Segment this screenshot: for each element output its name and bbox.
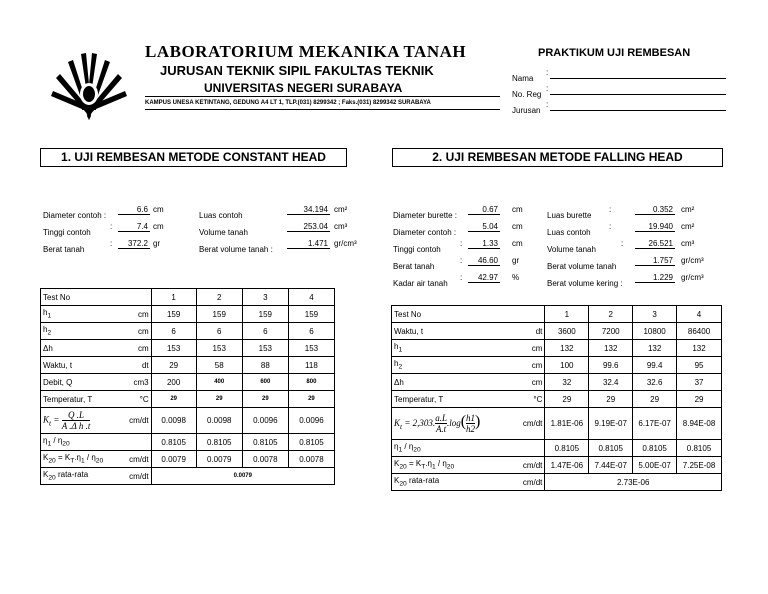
table-row: $K_t$ = $\frac{Q .L}{\text{A .Δ h .t}}$ cm/dt 0.0098 0.0098 0.0096 0.0096 xyxy=(41,408,335,434)
falling-head-title: 2. UJI REMBESAN METODE FALLING HEAD xyxy=(392,148,723,167)
param-row: Berat volume tanah : 1.471 gr/cm³ xyxy=(199,239,357,254)
param-row: Tinggi contoh : 1.33 cm xyxy=(393,239,523,254)
table-row: $h_2$ cm 6 6 6 6 xyxy=(41,323,335,340)
field-line xyxy=(550,84,726,95)
address-line: KAMPUS UNESA KETINTANG, GEDUNG A4 LT 1, TLP.(031) 8299342 ; Faks.(031) 8299342 SURABAYA xyxy=(145,100,431,106)
falling-head-params-right xyxy=(547,205,727,290)
field-label: Nama xyxy=(512,74,534,83)
constant-head-params-left xyxy=(43,205,183,256)
param-row: Volume tanah : 26.521 cm³ xyxy=(547,239,695,254)
param-row: Kadar air tanah : 42.97 % xyxy=(393,273,520,288)
field-nama[interactable]: Nama : xyxy=(512,68,726,84)
table-row: Waktu, t dt 3600 7200 10800 86400 xyxy=(392,323,722,340)
falling-head-params-left xyxy=(393,205,533,290)
table-row: Δh cm 153 153 153 153 xyxy=(41,340,335,357)
param-row: Luas contoh 34.194 cm² xyxy=(199,205,348,220)
table-row: $K_{20} = K_T.\eta_1 / \eta_{20}$ cm/dt 1.47E-06 7.44E-07 5.00E-07 7.25E-08 xyxy=(392,457,722,474)
kt-formula: $K_t$ = $\frac{Q .L}{\text{A .Δ h .t}}$ xyxy=(41,408,111,434)
param-row: Tinggi contoh : 7.4 cm xyxy=(43,222,164,237)
table-row: Δh cm 32 32.4 32.6 37 xyxy=(392,374,722,391)
table-row: Temperatur, T °C 29 29 29 29 xyxy=(392,391,722,408)
kt-formula: $K_t = 2,303$. $\frac{a.L}{A.t}.\log$( $\frac{h1}{h2}$) xyxy=(392,408,502,440)
param-row: Diameter contoh : 6.6 cm xyxy=(43,205,164,220)
table-row: Waktu, t dt 29 58 88 118 xyxy=(41,357,335,374)
param-row: Berat tanah : 46.60 gr xyxy=(393,256,520,271)
university-title: UNIVERSITAS NEGERI SURABAYA xyxy=(204,81,403,95)
falling-head-table xyxy=(391,305,722,491)
table-row: Debit, Q cm3 200 400 600 800 xyxy=(41,374,335,391)
header-divider xyxy=(145,96,500,97)
university-logo xyxy=(48,50,130,122)
table-avg-row: $K_{20}$ rata-rata cm/dt 0.0079 xyxy=(41,468,335,485)
table-row: $\eta_1 / \eta_{20}$ 0.8105 0.8105 0.8105 0.8105 xyxy=(392,440,722,457)
department-title: JURUSAN TEKNIK SIPIL FAKULTAS TEKNIK xyxy=(160,63,434,78)
table-row: $K_t = 2,303$. $\frac{a.L}{A.t}.\log$( $\frac{h1}{h2}$) cm/dt 1.81E-06 9.19E-07 6.17E-07 8.94E-08 xyxy=(392,408,722,440)
table-header-row: Test No 1 2 3 4 xyxy=(41,289,335,306)
table-row: Temperatur, T °C 29 29 29 29 xyxy=(41,391,335,408)
param-row: Luas burette : 0.352 cm² xyxy=(547,205,695,220)
constant-head-params-right xyxy=(199,205,369,256)
param-row: Berat volume tanah 1.757 gr/cm³ xyxy=(547,256,704,271)
table-row: $h_1$ cm 159 159 159 159 xyxy=(41,306,335,323)
table-header-row: Test No 1 2 3 4 xyxy=(392,306,722,323)
param-row: Diameter burette : 0.67 cm xyxy=(393,205,523,220)
table-row: $\eta_1 / \eta_{20}$ 0.8105 0.8105 0.8105 0.8105 xyxy=(41,434,335,451)
form-fields xyxy=(512,68,726,116)
param-row: Luas contoh : 19.940 cm² xyxy=(547,222,695,237)
lab-title: LABORATORIUM MEKANIKA TANAH xyxy=(145,42,467,61)
field-no-reg[interactable]: No. Reg : xyxy=(512,84,726,100)
constant-head-title: 1. UJI REMBESAN METODE CONSTANT HEAD xyxy=(40,148,347,167)
table-row: $K_{20} = K_T.\eta_1 / \eta_{20}$ cm/dt 0.0079 0.0079 0.0078 0.0078 xyxy=(41,451,335,468)
field-jurusan[interactable]: Jurusan : xyxy=(512,100,726,116)
param-row: Diameter contoh : 5.04 cm xyxy=(393,222,523,237)
table-row: $h_2$ cm 100 99.6 99.4 95 xyxy=(392,357,722,374)
table-row: $h_1$ cm 132 132 132 132 xyxy=(392,340,722,357)
param-row: Volume tanah 253.04 cm³ xyxy=(199,222,348,237)
table-avg-row: $K_{20}$ rata-rata cm/dt 2.73E-06 xyxy=(392,474,722,491)
constant-head-table xyxy=(40,288,335,485)
field-label: No. Reg xyxy=(512,90,542,99)
param-row: Berat volume kering : 1.229 gr/cm³ xyxy=(547,273,704,288)
header-divider-bottom xyxy=(145,109,500,110)
field-line xyxy=(550,100,726,111)
form-title: PRAKTIKUM UJI REMBESAN xyxy=(538,47,691,59)
param-row: Berat tanah : 372.2 gr xyxy=(43,239,161,254)
field-label: Jurusan xyxy=(512,106,541,115)
field-line xyxy=(550,68,726,79)
